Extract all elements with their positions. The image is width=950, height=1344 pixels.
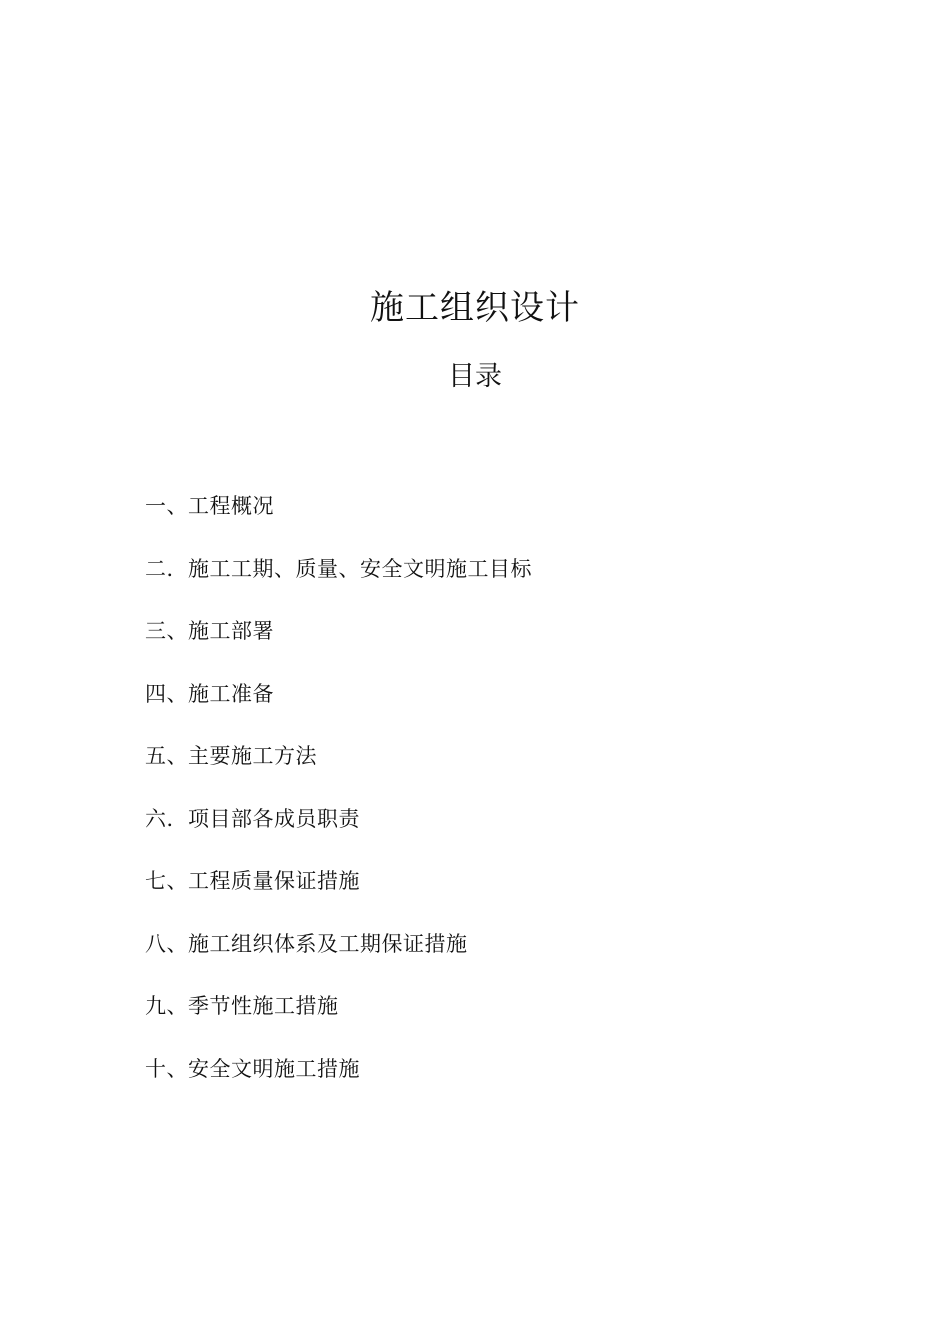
toc-item: 二．施工工期、质量、安全文明施工目标	[145, 556, 532, 581]
toc-item: 一、工程概况	[145, 494, 274, 518]
toc-item: 八、施工组织体系及工期保证措施	[145, 931, 468, 956]
toc-heading: 目录	[448, 361, 502, 392]
toc-item: 九、季节性施工措施	[145, 994, 339, 1018]
toc-item: 四、施工准备	[145, 681, 274, 706]
toc-item: 三、施工部署	[145, 619, 274, 643]
toc-list	[145, 487, 532, 1112]
toc-item: 五、主要施工方法	[145, 744, 317, 768]
toc-item: 七、工程质量保证措施	[145, 869, 360, 893]
toc-item: 六．项目部各成员职责	[145, 806, 360, 831]
document-title: 施工组织设计	[370, 288, 580, 328]
toc-item: 十、安全文明施工措施	[145, 1056, 360, 1081]
